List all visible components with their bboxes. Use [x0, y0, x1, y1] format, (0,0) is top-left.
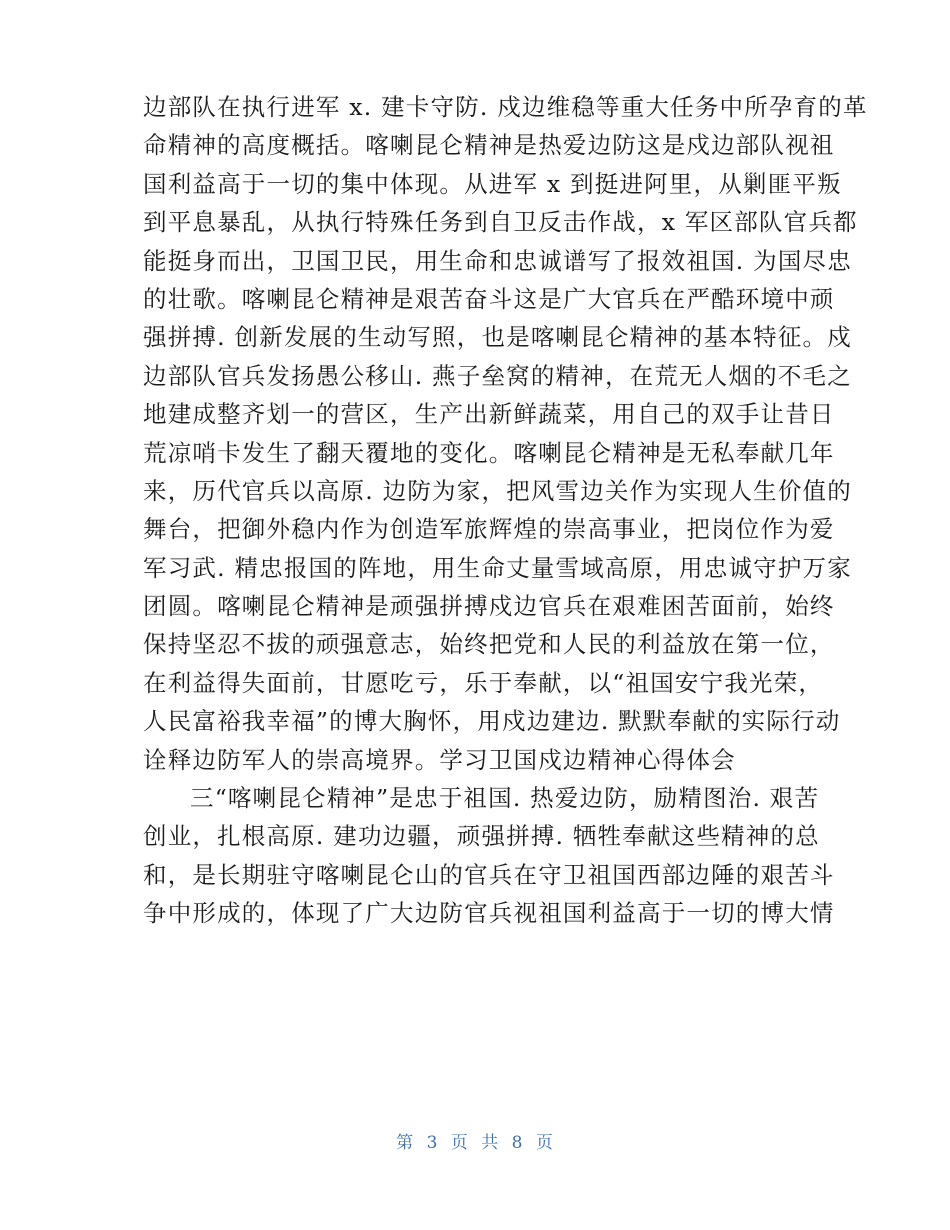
text-line: 创业，扎根高原. 建功边疆，顽强拼搏. 牺牲奉献这些精神的总	[143, 822, 820, 851]
footer-page-label: 第	[396, 1133, 415, 1153]
footer-total-label: 共	[481, 1133, 500, 1153]
text-line: 在利益得失面前，甘愿吃亏，乐于奉献，以“祖国安宁我光荣，	[143, 668, 824, 697]
text-line: 的壮歌。喀喇昆仑精神是艰苦奋斗这是广大官兵在严酷环境中顽	[143, 284, 835, 313]
text-line: 来，历代官兵以高原. 边防为家，把风雪边关作为实现人生价值的	[143, 476, 852, 505]
text-line: 保持坚忍不拔的顽强意志，始终把党和人民的利益放在第一位，	[143, 630, 835, 659]
page-footer	[0, 1131, 950, 1155]
text-line: 舞台，把御外稳内作为创造军旅辉煌的崇高事业，把岗位作为爱	[143, 515, 835, 544]
document-body	[143, 88, 868, 933]
text-line: 边部队在执行进军 x. 建卡守防. 戍边维稳等重大任务中所孕育的革	[143, 93, 868, 121]
text-line: 争中形成的，体现了广大边防官兵视祖国利益高于一切的博大情	[143, 899, 835, 928]
text-line: 到平息暴乱，从执行特殊任务到自卫反击作战，x 军区部队官兵都	[143, 208, 858, 237]
text-line: 荒凉哨卡发生了翻天覆地的变化。喀喇昆仑精神是无私奉献几年	[143, 438, 835, 467]
text-line: 诠释边防军人的崇高境界。学习卫国戍边精神心得体会	[143, 745, 736, 774]
text-line: 团圆。喀喇昆仑精神是顽强拼搏戍边官兵在艰难困苦面前，始终	[143, 592, 835, 621]
text-line: 地建成整齐划一的营区，生产出新鲜蔬菜，用自己的双手让昔日	[143, 400, 835, 429]
footer-total-unit: 页	[535, 1133, 554, 1153]
text-line: 边部队官兵发扬愚公移山. 燕子垒窝的精神，在荒无人烟的不毛之	[143, 361, 852, 390]
footer-current-page: 3	[426, 1133, 439, 1153]
paragraph-2	[143, 779, 835, 933]
text-line: 命精神的高度概括。喀喇昆仑精神是热爱边防这是戍边部队视祖	[143, 131, 835, 160]
text-line: 人民富裕我幸福”的博大胸怀，用戍边建边. 默默奉献的实际行动	[143, 707, 841, 736]
text-line: 军习武. 精忠报国的阵地，用生命丈量雪域高原，用忠诚守护万家	[143, 553, 852, 582]
text-line: 和，是长期驻守喀喇昆仑山的官兵在守卫祖国西部边陲的艰苦斗	[143, 860, 835, 889]
text-line: 强拼搏. 创新发展的生动写照，也是喀喇昆仑精神的基本特征。戍	[143, 323, 852, 352]
footer-total-pages: 8	[511, 1133, 524, 1153]
text-line: 国利益高于一切的集中体现。从进军 x 到挺进阿里，从剿匪平叛	[143, 169, 842, 198]
footer-page-unit: 页	[450, 1133, 469, 1153]
paragraph-1	[143, 88, 868, 779]
text-line: 三“喀喇昆仑精神”是忠于祖国. 热爱边防，励精图治. 艰苦	[190, 784, 820, 813]
text-line: 能挺身而出，卫国卫民，用生命和忠诚谱写了报效祖国. 为国尽忠	[143, 246, 852, 275]
